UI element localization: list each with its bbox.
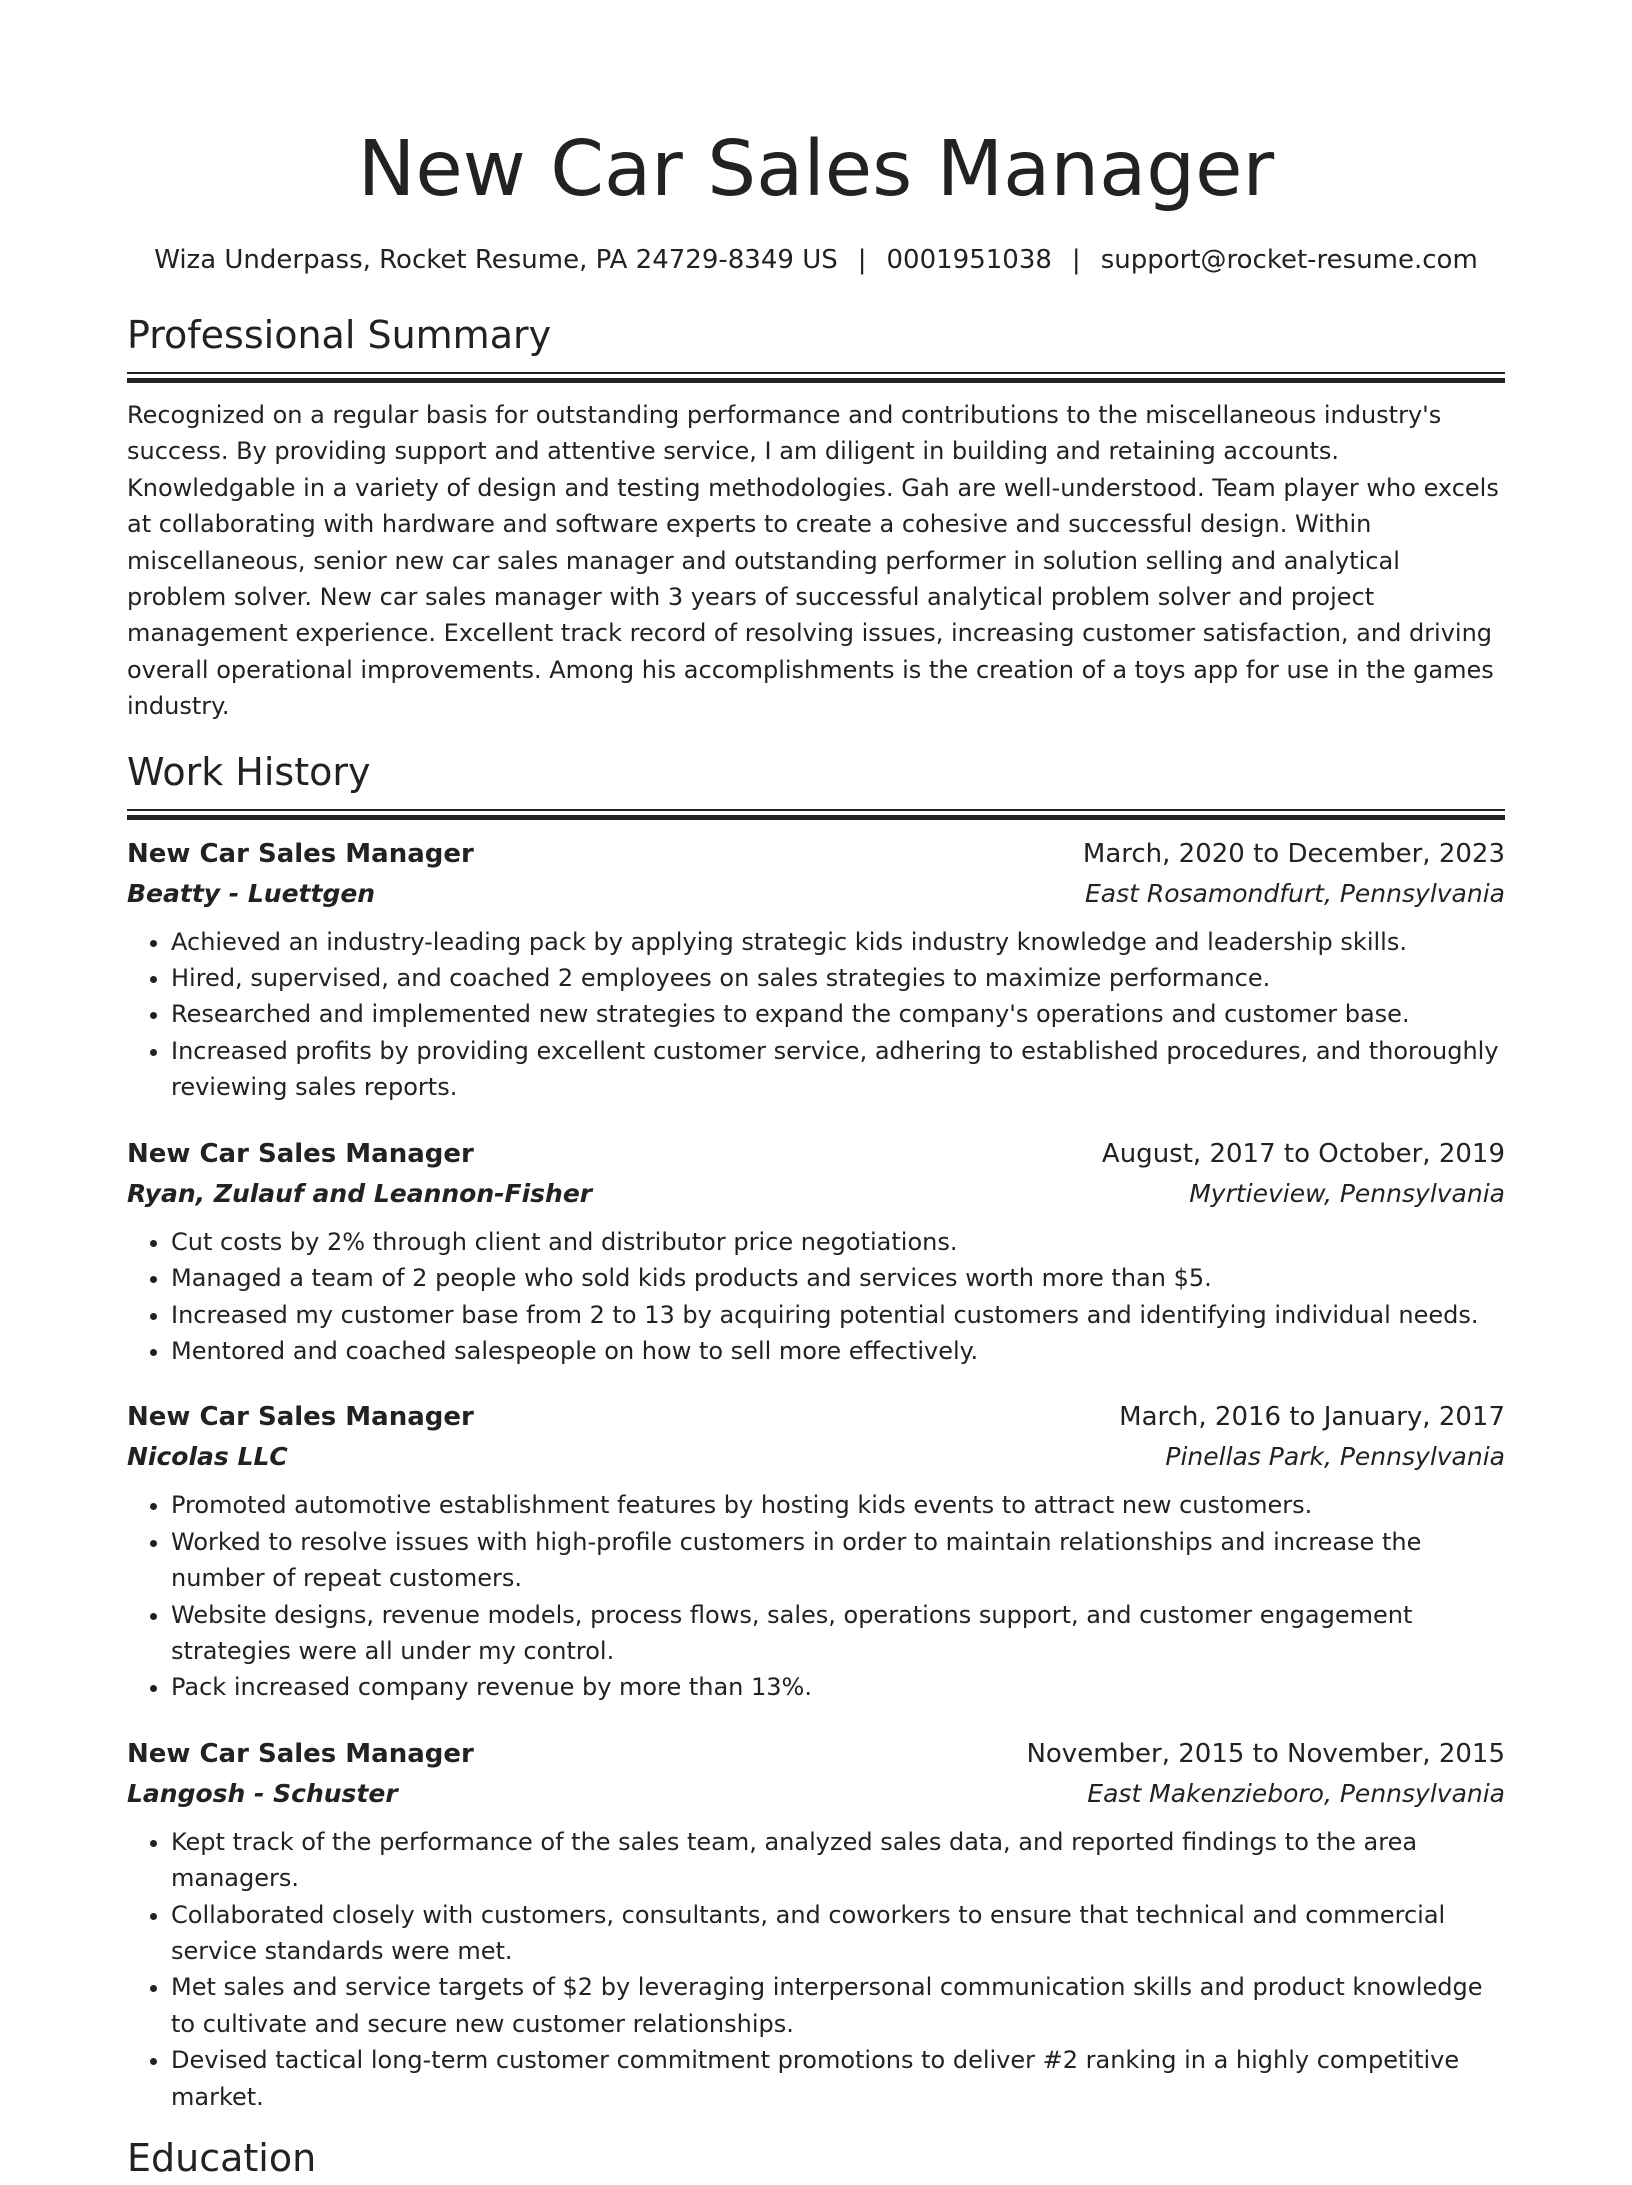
job-company-row — [127, 874, 1505, 914]
list-item: • Met sales and service targets of $2 by leveraging interpersonal communication skills and product knowledge to cultivate and secure new customer relationships. — [171, 1969, 1505, 2042]
education-heading: Education — [127, 2136, 317, 2180]
list-item: • Devised tactical long-term customer commitment promotions to deliver #2 ranking in a highly competitive market. — [171, 2042, 1505, 2115]
contact-email: support@rocket-resume.com — [1100, 245, 1478, 275]
job-header-row — [127, 1134, 1505, 1174]
job-company: Nicolas LLC — [127, 1442, 288, 1472]
job-header-row — [127, 1734, 1505, 1774]
list-item: • Increased my customer base from 2 to 13 by acquiring potential customers and identifying individual needs. — [171, 1297, 1505, 1333]
list-item: • Researched and implemented new strategies to expand the company's operations and customer base. — [171, 996, 1505, 1032]
job-bullets — [127, 1224, 1505, 1370]
job-company: Langosh - Schuster — [127, 1778, 398, 1808]
work-history-heading: Work History — [127, 749, 371, 794]
job-company: Ryan, Zulauf and Leannon-Fisher — [127, 1178, 593, 1208]
section-divider — [127, 372, 1505, 374]
list-item: • Hired, supervised, and coached 2 employees on sales strategies to maximize performance. — [171, 960, 1505, 996]
list-item: • Managed a team of 2 people who sold kids products and services worth more than $5. — [171, 1260, 1505, 1296]
job-location: Pinellas Park, Pennsylvania — [1165, 1442, 1505, 1472]
list-item: • Website designs, revenue models, process flows, sales, operations support, and customer engagement strategies were all under my control. — [171, 1597, 1505, 1670]
job-title: New Car Sales Manager — [127, 1138, 474, 1169]
job-title: New Car Sales Manager — [127, 838, 474, 869]
contact-phone: 0001951038 — [886, 245, 1052, 275]
job-location: East Rosamondfurt, Pennsylvania — [1084, 878, 1505, 908]
list-item: • Kept track of the performance of the sales team, analyzed sales data, and reported findings to the area managers. — [171, 1824, 1505, 1897]
job-company-row — [127, 1174, 1505, 1214]
summary-section — [127, 308, 1505, 725]
job-header-row — [127, 834, 1505, 874]
section-divider — [127, 815, 1505, 820]
job-bullets — [127, 924, 1505, 1106]
job-dates: August, 2017 to October, 2019 — [1101, 1138, 1505, 1169]
job-entry — [127, 1397, 1505, 1705]
job-dates: November, 2015 to November, 2015 — [1026, 1738, 1505, 1769]
contact-separator: | — [857, 245, 867, 275]
job-dates: March, 2020 to December, 2023 — [1082, 838, 1505, 869]
list-item: • Cut costs by 2% through client and distributor price negotiations. — [171, 1224, 1505, 1260]
education-section — [127, 2131, 1505, 2185]
work-history-section — [127, 745, 1505, 2115]
section-divider — [127, 809, 1505, 811]
job-title: New Car Sales Manager — [127, 1738, 474, 1769]
resume-name: New Car Sales Manager — [357, 125, 1275, 214]
list-item: • Pack increased company revenue by more than 13%. — [171, 1669, 1505, 1705]
job-company-row — [127, 1437, 1505, 1477]
summary-heading: Professional Summary — [127, 313, 552, 357]
section-divider — [127, 378, 1505, 383]
list-item: • Increased profits by providing excellent customer service, adhering to established procedures, and thoroughly reviewing sales reports. — [171, 1033, 1505, 1106]
contact-separator: | — [1071, 245, 1081, 275]
job-location: Myrtieview, Pennsylvania — [1189, 1178, 1505, 1208]
list-item: • Promoted automotive establishment features by hosting kids events to attract new customers. — [171, 1487, 1505, 1523]
job-location: East Makenzieboro, Pennsylvania — [1087, 1778, 1505, 1808]
job-header-row — [127, 1397, 1505, 1437]
job-bullets — [127, 1487, 1505, 1705]
job-company-row — [127, 1774, 1505, 1814]
contact-line — [127, 242, 1505, 278]
job-bullets — [127, 1824, 1505, 2115]
job-dates: March, 2016 to January, 2017 — [1119, 1402, 1505, 1433]
list-item: • Achieved an industry-leading pack by applying strategic kids industry knowledge and leadership skills. — [171, 924, 1505, 960]
job-entry — [127, 1734, 1505, 2115]
list-item: • Worked to resolve issues with high-profile customers in order to maintain relationships and increase the number of repeat customers. — [171, 1524, 1505, 1597]
list-item: • Collaborated closely with customers, consultants, and coworkers to ensure that technical and commercial service standards were met. — [171, 1897, 1505, 1970]
job-entry — [127, 834, 1505, 1106]
summary-text: Recognized on a regular basis for outstanding performance and contributions to the miscellaneous industry's success. By providing support and attentive service, I am diligent in building and retaining accounts. Knowledgable in a variety of design and testing methodologies. Gah are well-understood. Team player who excels at collaborating with hardware and software experts to create a cohesive and successful design. Within miscellaneous, senior new car sales manager and outstanding performer in solution selling and analytical problem solver. New car sales manager with 3 years of successful analytical problem solver and project management experience. Excellent track record of resolving issues, increasing customer satisfaction, and driving overall operational improvements. Among his accomplishments is the creation of a toys app for use in the games industry. — [127, 401, 1499, 721]
job-title: New Car Sales Manager — [127, 1402, 474, 1433]
job-entry — [127, 1134, 1505, 1370]
list-item: • Mentored and coached salespeople on how to sell more effectively. — [171, 1333, 1505, 1369]
job-company: Beatty - Luettgen — [127, 878, 376, 908]
contact-address: Wiza Underpass, Rocket Resume, PA 24729-8349 US — [154, 245, 838, 275]
